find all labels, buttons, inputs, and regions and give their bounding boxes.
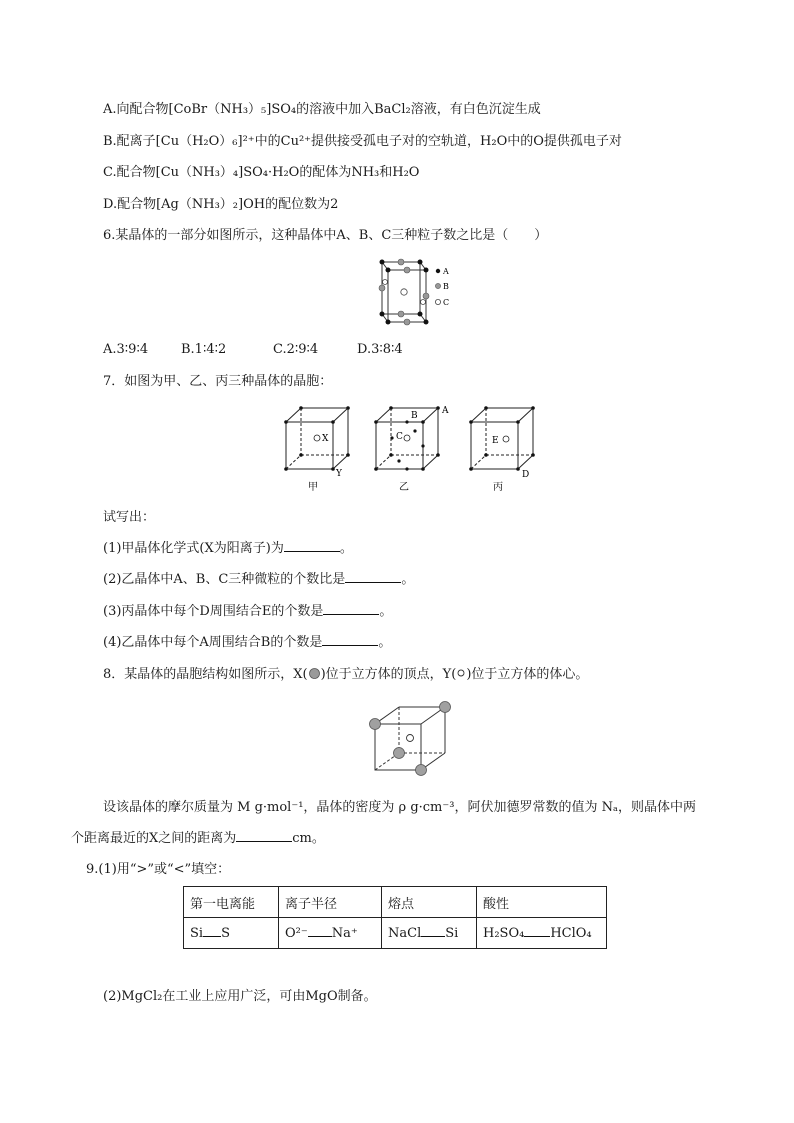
q6-option-a: A.3∶9∶4 <box>103 342 149 357</box>
q7-item-4: (4)乙晶体中每个A周围结合B的个数是 。 <box>103 635 392 650</box>
q6-option-c: C.2∶9∶4 <box>273 342 319 357</box>
q8-line-1: 设该晶体的摩尔质量为 M g·mol⁻¹，晶体的密度为 ρ g·cm⁻³，阿伏加德罗常数的值为 Nₐ，则晶体中两 <box>103 800 696 815</box>
q5-option-d: D.配合物[Ag（NH₃）₂]OH的配位数为2 <box>103 197 339 212</box>
legend-b-icon <box>435 283 440 288</box>
q8-line-2: 个距离最近的X之间的距离为 cm。 <box>71 831 325 846</box>
q5-option-b: B.配离子[Cu（H₂O）₆]²⁺中的Cu²⁺提供接受孤电子对的空轨道，H₂O中的O提供孤电子对 <box>103 134 622 149</box>
label-y: Y <box>336 469 342 479</box>
x-atom-icon <box>308 667 321 680</box>
q7-item-3: (3)丙晶体中每个D周围结合E的个数是 。 <box>103 604 393 619</box>
cell-bing <box>471 408 533 469</box>
header-ionization: 第一电离能 <box>184 887 279 918</box>
label-d: D <box>522 470 530 480</box>
label-x: X <box>322 434 329 444</box>
answer-blank[interactable] <box>236 841 292 842</box>
table-row <box>184 918 607 949</box>
header-ion-radius: 离子半径 <box>279 887 382 918</box>
legend-a-label: A <box>443 267 449 276</box>
q6-stem: 6.某晶体的一部分如图所示，这种晶体中A、B、C三种粒子数之比是（ ） <box>103 228 548 243</box>
label-a: A <box>442 406 449 416</box>
answer-blank[interactable] <box>421 936 445 937</box>
header-melting: 熔点 <box>382 887 477 918</box>
answer-blank[interactable] <box>203 936 221 937</box>
answer-blank[interactable] <box>308 936 332 937</box>
q7-stem: 7．如图为甲、乙、丙三种晶体的晶胞： <box>103 374 333 389</box>
cell-ionization: Si S <box>184 918 279 949</box>
table-header-row <box>184 887 607 918</box>
q6-crystal-figure <box>362 252 462 332</box>
q8-crystal-figure <box>365 700 460 780</box>
cell-melting: NaCl Si <box>382 918 477 949</box>
q5-option-c: C.配合物[Cu（NH₃）₄]SO₄·H₂O的配体为NH₃和H₂O <box>103 165 420 180</box>
q7-item-1: (1)甲晶体化学式(X为阳离子)为 。 <box>103 541 353 556</box>
cell-ion-radius: O²⁻ Na⁺ <box>279 918 382 949</box>
q9-stem: 9.(1)用“>”或“<”填空： <box>86 862 231 877</box>
legend-a-icon <box>436 269 440 273</box>
legend-c-icon <box>435 299 440 304</box>
answer-blank[interactable] <box>345 582 401 583</box>
q8-stem: 8．某晶体的晶胞结构如图所示，X( )位于立方体的顶点，Y( )位于立方体的体心。 <box>103 667 589 682</box>
cell-acidity: H₂SO₄ HClO₄ <box>477 918 607 949</box>
header-acidity: 酸性 <box>477 887 607 918</box>
answer-blank[interactable] <box>323 614 379 615</box>
legend-b-label: B <box>443 282 449 291</box>
answer-blank[interactable] <box>524 936 550 937</box>
y-atom-icon <box>456 667 466 679</box>
label-b: B <box>411 411 418 421</box>
label-e: E <box>492 436 499 446</box>
q9-part-2: (2)MgCl₂在工业上应用广泛，可由MgO制备。 <box>103 989 377 1004</box>
label-c: C <box>396 432 403 442</box>
q6-option-b: B.1∶4∶2 <box>181 342 227 357</box>
q7-item-2: (2)乙晶体中A、B、C三种微粒的个数比是 。 <box>103 572 415 587</box>
q7-prompt: 试写出： <box>103 510 156 525</box>
q5-option-a: A.向配合物[CoBr（NH₃）₅]SO₄的溶液中加入BaCl₂溶液，有白色沉淀生成 <box>103 102 541 117</box>
comparison-table <box>183 886 607 949</box>
legend-c-label: C <box>443 298 450 307</box>
answer-blank[interactable] <box>284 551 340 552</box>
caption-bing: 丙 <box>493 482 503 493</box>
caption-jia: 甲 <box>308 482 318 493</box>
q7-crystal-figures <box>270 398 560 498</box>
q6-option-d: D.3∶8∶4 <box>357 342 403 357</box>
answer-blank[interactable] <box>322 645 378 646</box>
caption-yi: 乙 <box>399 482 409 493</box>
